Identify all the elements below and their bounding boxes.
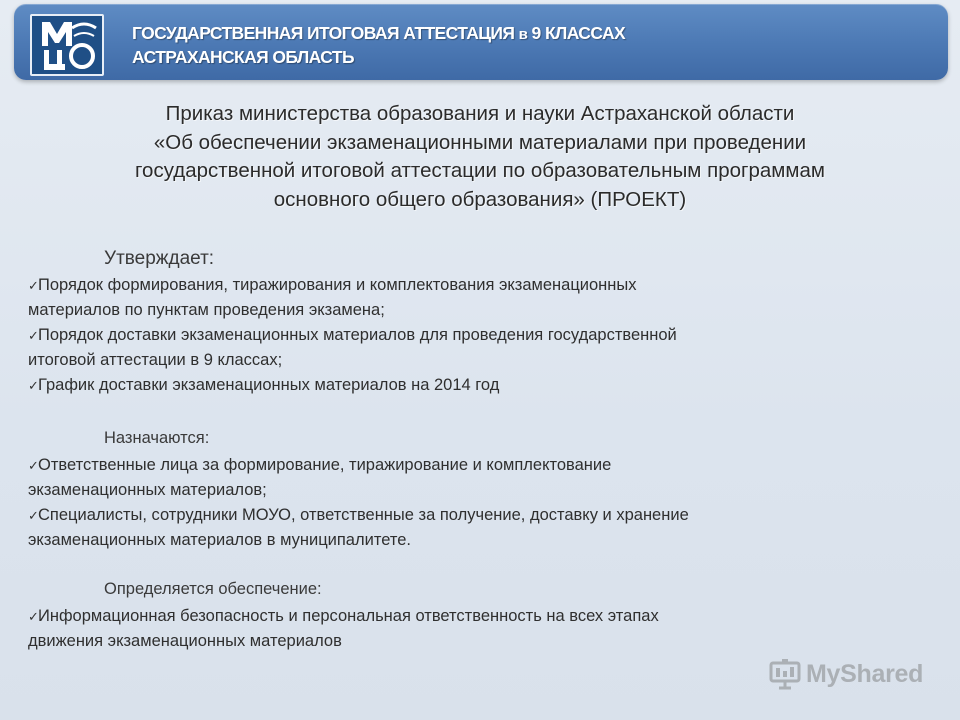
provision-list — [28, 604, 928, 654]
list-item — [28, 604, 928, 654]
list-item — [28, 273, 928, 323]
list-item-text: Информационная безопасность и персональная ответственность на всех этапах движения экзаменационных материалов — [28, 607, 659, 650]
check-icon: ✓ — [28, 328, 39, 343]
presentation-board-icon — [768, 657, 802, 691]
list-item — [28, 503, 928, 553]
watermark-text: MyShared — [806, 659, 924, 688]
list-item-text: График доставки экзаменационных материалов на 2014 год — [38, 376, 500, 394]
page-title-line2: «Об обеспечении экзаменационными материалами при проведении — [153, 130, 807, 154]
organization-logo-icon — [30, 14, 104, 76]
page-title-line3: государственной итоговой аттестации по образовательным программам — [135, 159, 825, 182]
list-item — [28, 373, 928, 398]
section-heading-approves: Утверждает: — [104, 248, 215, 269]
watermark — [768, 656, 923, 692]
check-icon: ✓ — [28, 458, 39, 473]
header-title-line1-end: 9 КЛАССАХ — [531, 23, 626, 43]
section-heading-provision: Определяется обеспечение: — [104, 580, 322, 598]
header-title-line2: АСТРАХАНСКАЯ ОБЛАСТЬ — [132, 47, 354, 67]
header-title-line1: ГОСУДАРСТВЕННАЯ ИТОГОВАЯ АТТЕСТАЦИЯ — [132, 23, 515, 43]
page-title-line1: Приказ министерства образования и науки Астраханской области — [165, 102, 795, 125]
section-heading-assigned: Назначаются: — [104, 429, 210, 447]
page-title-line4: основного общего образования» (ПРОЕКТ) — [273, 187, 687, 211]
check-icon: ✓ — [28, 508, 39, 523]
header-title-preposition: в — [518, 26, 528, 43]
list-item-text: Ответственные лица за формирование, тиражирование и комплектование экзаменационных материалов; — [28, 456, 612, 499]
check-icon: ✓ — [28, 609, 39, 624]
approves-list — [28, 273, 928, 398]
list-item-text: Порядок формирования, тиражирования и комплектования экзаменационных материалов по пунктам проведения экзамена; — [28, 276, 637, 319]
list-item-text: Порядок доставки экзаменационных материалов для проведения государственной итоговой аттестации в 9 классах; — [28, 326, 677, 369]
header-bar — [14, 4, 948, 80]
list-item — [28, 323, 928, 373]
check-icon: ✓ — [28, 278, 39, 293]
list-item-text: Специалисты, сотрудники МОУО, ответственные за получение, доставку и хранение экзаменационных материалов в муниципалитете. — [28, 506, 689, 549]
header-title — [132, 22, 625, 68]
list-item — [28, 453, 928, 503]
check-icon: ✓ — [28, 378, 39, 393]
page-title — [60, 100, 900, 214]
assigned-list — [28, 453, 928, 553]
